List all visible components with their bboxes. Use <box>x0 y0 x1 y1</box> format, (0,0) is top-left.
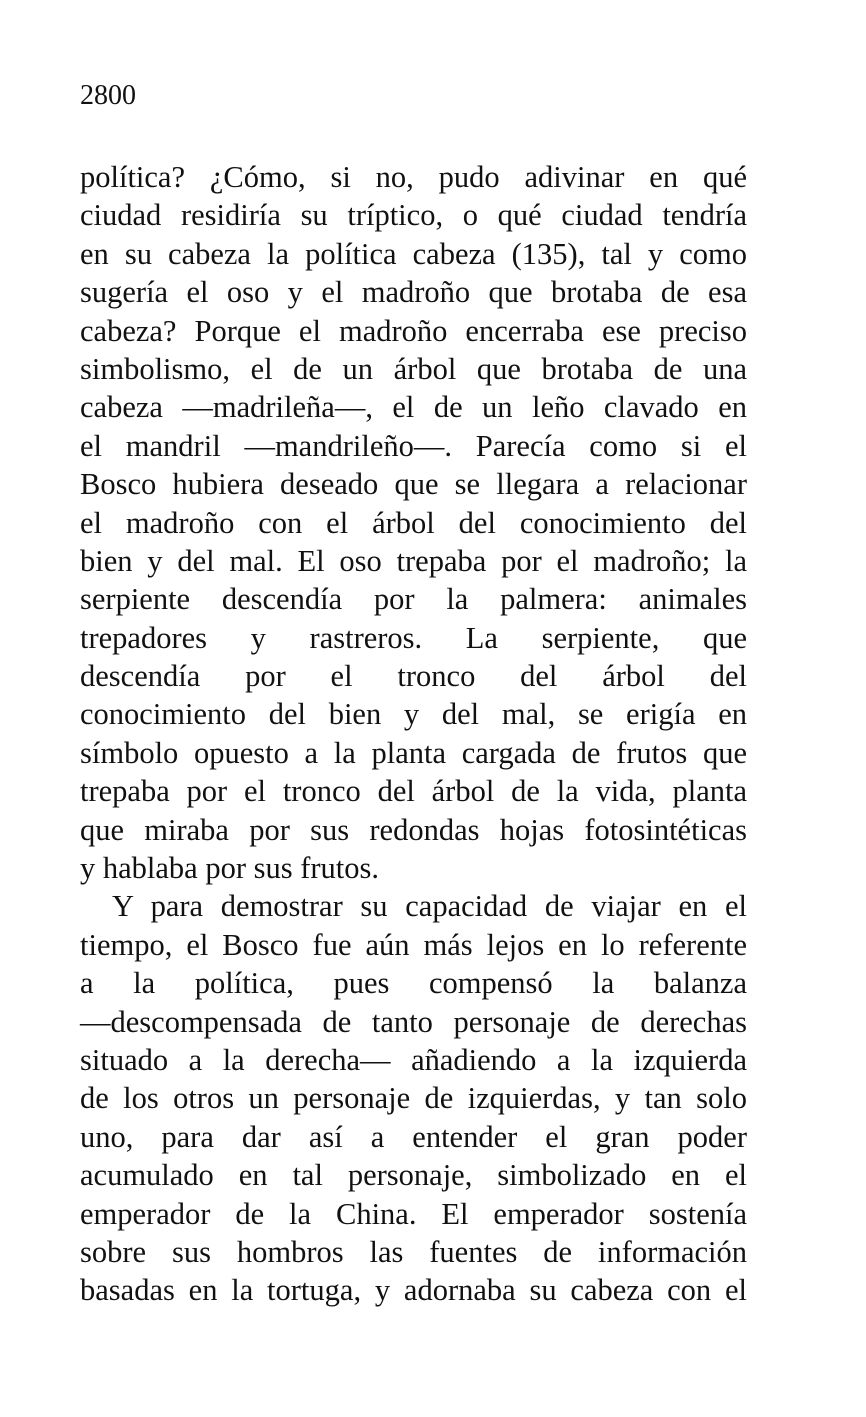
text-line: bien y del mal. El oso trepaba por el madroño; la <box>80 543 747 578</box>
text-line: de los otros un personaje de izquierdas, y tan solo <box>80 1081 747 1116</box>
text-line: política? ¿Cómo, si no, pudo adivinar en qué <box>80 160 747 194</box>
text-line: sugería el oso y el madroño que brotaba de esa <box>80 275 747 310</box>
text-line: serpiente descendía por la palmera: animales <box>80 582 747 617</box>
text-line: símbolo opuesto a la planta cargada de frutos que <box>80 735 747 770</box>
text-line: y hablaba por sus frutos. <box>80 851 380 886</box>
text-line: cabeza —madrileña—, el de un leño clavado en <box>80 390 747 425</box>
text-line: simbolismo, el de un árbol que brotaba de una <box>80 351 747 386</box>
text-line: el mandril —mandrileño—. Parecía como si el <box>80 428 747 463</box>
text-line: conocimiento del bien y del mal, se erigía en <box>80 697 747 732</box>
text-line: el madroño con el árbol del conocimiento del <box>80 505 747 540</box>
body-text <box>80 158 747 1310</box>
text-line: Y para demostrar su capacidad de viajar en el <box>112 889 747 924</box>
text-line: descendía por el tronco del árbol del <box>80 659 747 694</box>
text-line: tiempo, el Bosco fue aún más lejos en lo referente <box>80 927 747 962</box>
text-line: a la política, pues compensó la balanza <box>80 966 747 1001</box>
text-line: —descompensada de tanto personaje de derechas <box>80 1004 747 1039</box>
text-line: cabeza? Porque el madroño encerraba ese preciso <box>80 313 747 348</box>
text-line: uno, para dar así a entender el gran poder <box>80 1119 747 1154</box>
text-line: Bosco hubiera deseado que se llegara a relacionar <box>80 467 747 502</box>
page-number: 2800 <box>80 80 136 111</box>
text-line: acumulado en tal personaje, simbolizado en el <box>80 1158 747 1193</box>
text-line: sobre sus hombros las fuentes de información <box>80 1234 747 1269</box>
text-line: trepaba por el tronco del árbol de la vida, planta <box>80 774 747 809</box>
text-line: emperador de la China. El emperador sostenía <box>80 1196 747 1231</box>
paragraph-1 <box>80 158 747 887</box>
paragraph-2 <box>80 887 747 1309</box>
text-line: basadas en la tortuga, y adornaba su cabeza con el <box>80 1273 747 1308</box>
text-line: trepadores y rastreros. La serpiente, que <box>80 620 747 655</box>
text-line: en su cabeza la política cabeza (135), tal y como <box>80 236 747 271</box>
text-line: situado a la derecha— añadiendo a la izquierda <box>80 1042 747 1077</box>
text-line: que miraba por sus redondas hojas fotosintéticas <box>80 812 747 847</box>
text-line: ciudad residiría su tríptico, o qué ciudad tendría <box>80 198 747 233</box>
